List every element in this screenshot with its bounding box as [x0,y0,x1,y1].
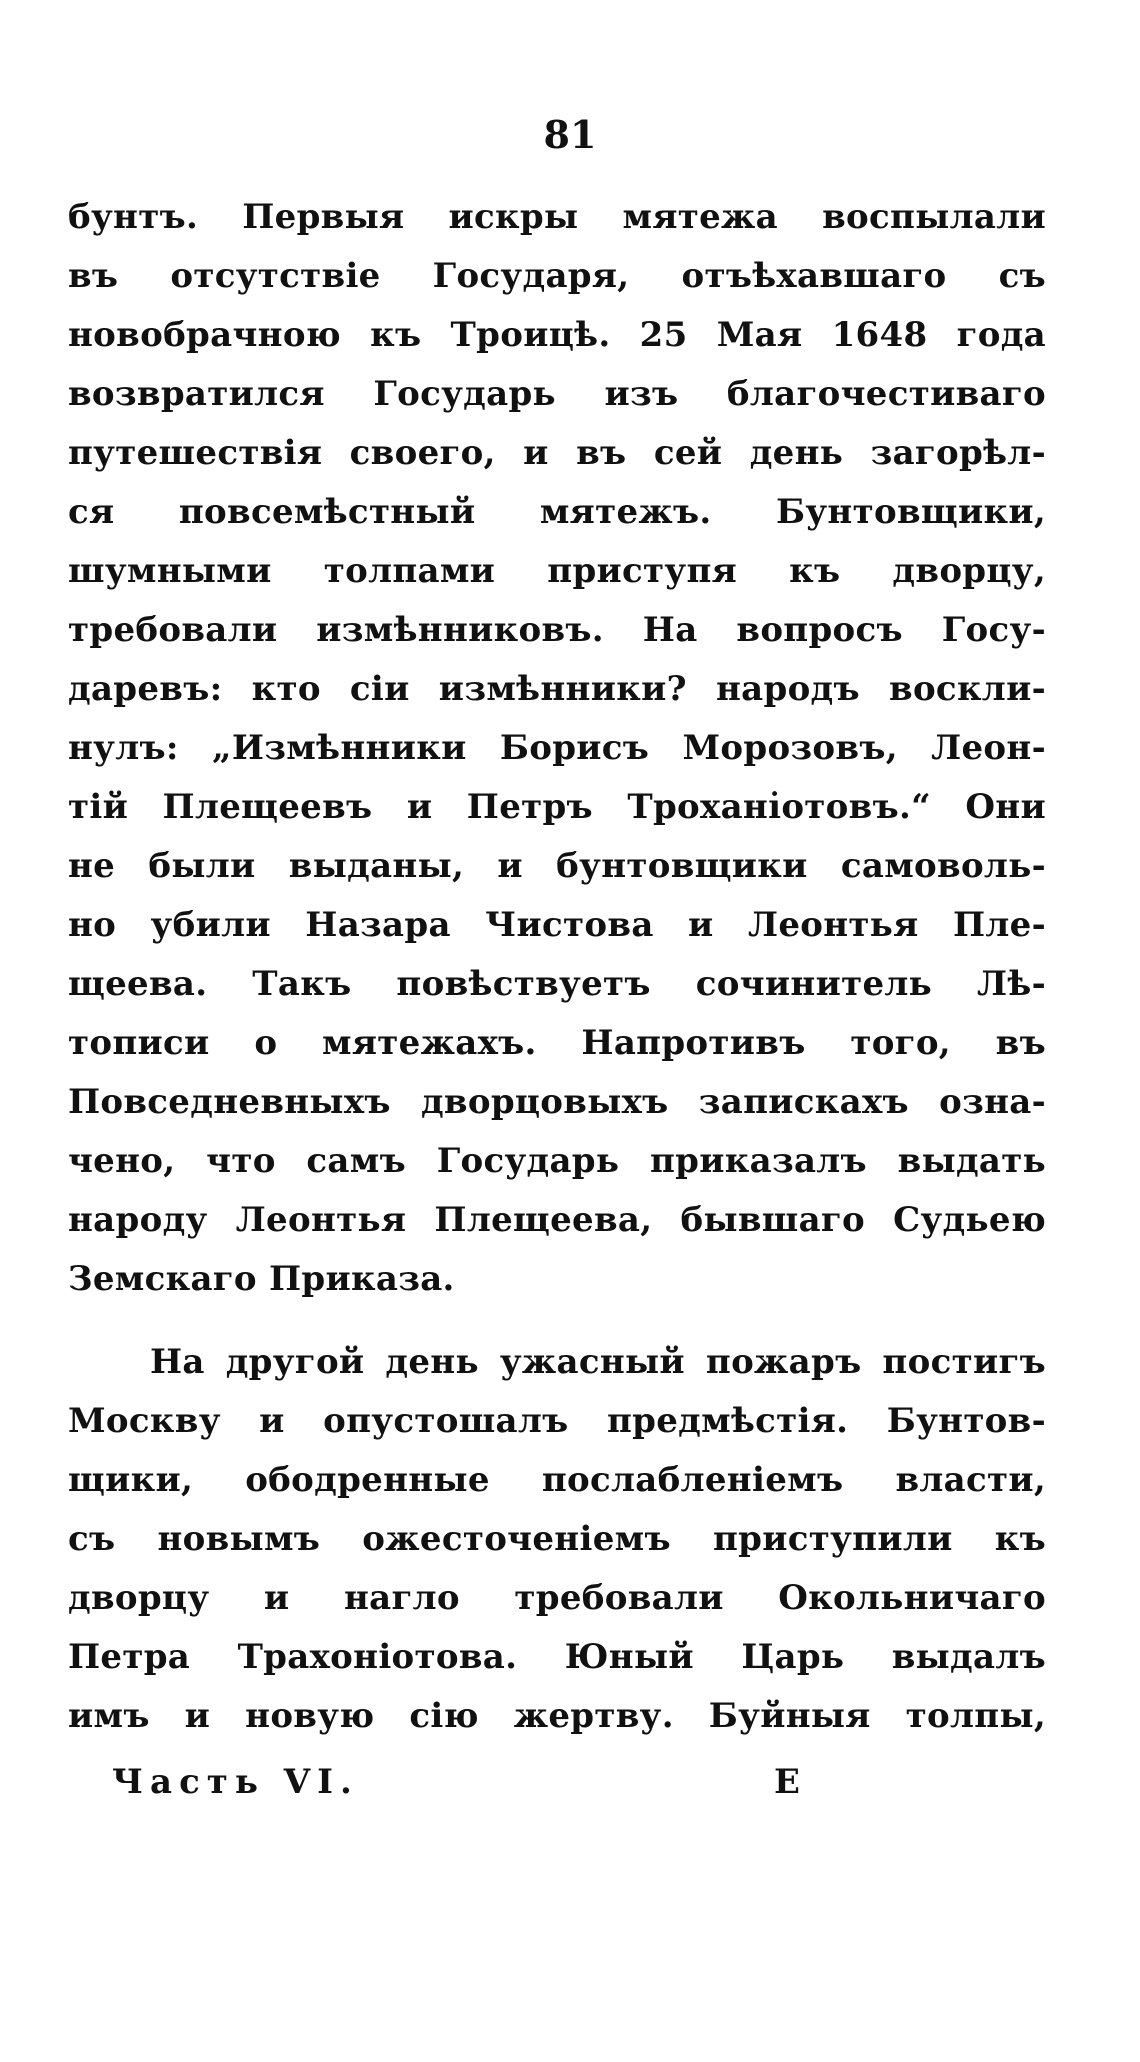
text-line: не были выданы, и бунтовщики самоволь- [68,846,1046,886]
text-line: бунтъ. Первыя искры мятежа воспылали [68,197,1046,237]
text-line: тій Плещеевъ и Петръ Трохані̇отовъ.“ Они [68,787,1046,827]
text-line: новобрачною къ Троицѣ. 25 Мая 1648 года [68,315,1046,355]
text-line: Земскаго Приказа. [68,1259,455,1299]
text-line: тописи о мятежахъ. Напротивъ того, въ [68,1023,1046,1063]
paragraph-2 [68,1333,1046,1746]
text-line: возвратился Государь изъ благочестиваго [68,374,1046,414]
text-line: съ новымъ ожесточеніемъ приступили къ [68,1519,1046,1559]
text-line: нулъ: „Измѣнники Борисъ Морозовъ, Леон- [68,728,1046,768]
page-number: 81 [543,112,597,157]
text-line: Петра Трахоніотова. Юный Царь выдалъ [68,1637,1046,1677]
volume-label: Часть VI. [112,1762,359,1802]
text-line: шумными толпами приступя къ дворцу, [68,551,1046,591]
text-line: На другой день ужасный пожаръ постигъ [150,1342,1046,1382]
text-line: путешествія своего, и въ сей день загорѣл- [68,433,1046,473]
text-line: чено, что самъ Государь приказалъ выдать [68,1141,1046,1181]
text-line: Москву и опустошалъ предмѣстія. Бунтов- [68,1401,1046,1441]
text-line: щеева. Такъ повѣствуетъ сочинитель Лѣ- [68,964,1046,1004]
text-line: ся повсемѣстный мятежъ. Бунтовщики, [68,492,1046,532]
text-line: дворцу и нагло требовали Окольничаго [68,1578,1046,1618]
text-line: въ отсутствіе Государя, отъѣхавшаго съ [68,256,1046,296]
text-line: щики, ободренные послабленіемъ власти, [68,1460,1046,1500]
text-line: Повседневныхъ дворцовыхъ запискахъ озна- [68,1082,1046,1122]
paragraph-1 [68,188,1046,1309]
text-line: народу Леонтья Плещеева, бывшаго Судьею [68,1200,1046,1240]
text-line: имъ и новую сію жертву. Буйныя толпы, [68,1696,1046,1736]
text-line: но убили Назара Чистова и Леонтья Пле- [68,905,1046,945]
page-footer [112,1762,812,1802]
text-line: требовали измѣнниковъ. На вопросъ Госу- [68,610,1046,650]
signature-mark: Е [774,1762,800,1802]
text-line: даревъ: кто сіи измѣнники? народъ воскли- [68,669,1046,709]
